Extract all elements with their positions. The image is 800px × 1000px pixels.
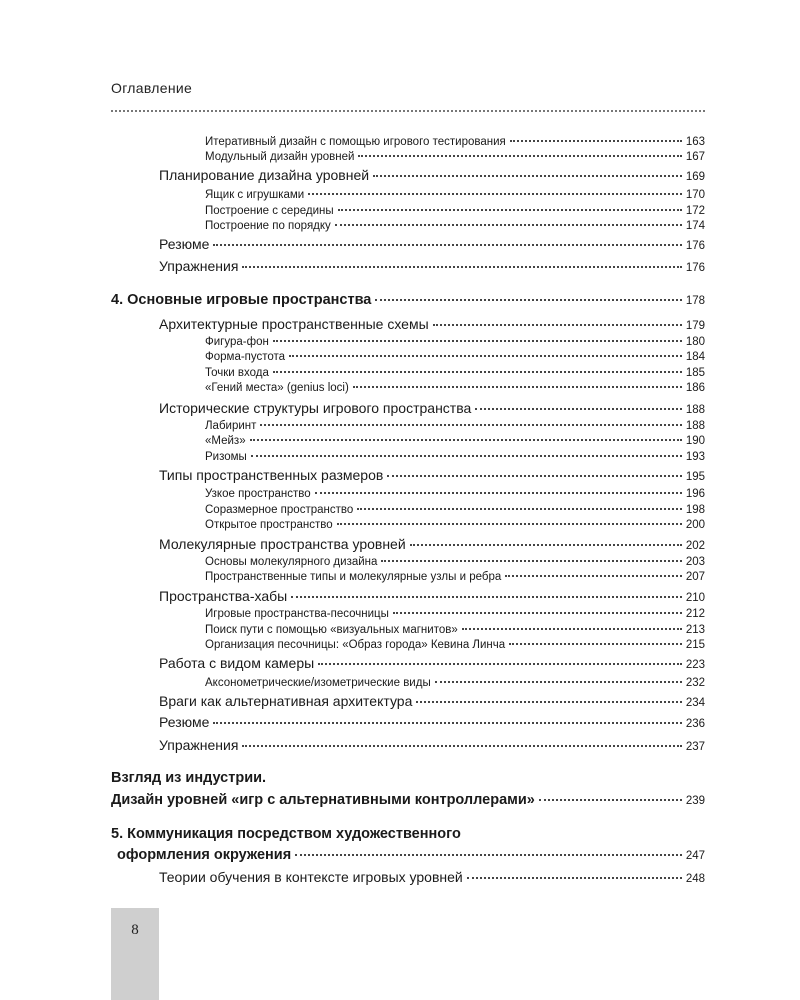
toc-entry-title: Построение по порядку (205, 220, 331, 232)
dot-leader (435, 681, 682, 683)
page-number: 8 (131, 922, 139, 938)
toc-entry[interactable] (205, 367, 705, 379)
dot-leader (291, 596, 682, 598)
toc-entry-title: Аксонометрические/изометрические виды (205, 677, 431, 689)
dot-leader (242, 745, 681, 747)
toc-entry-title: 4. Основные игровые пространства (111, 292, 372, 308)
toc-entry[interactable] (205, 571, 705, 583)
dot-leader (338, 209, 682, 211)
toc-entry[interactable] (205, 351, 705, 363)
toc-entry-page: 172 (685, 205, 705, 217)
toc-entry[interactable] (159, 869, 705, 885)
dot-leader (337, 523, 682, 525)
toc-entry-title: Точки входа (205, 367, 269, 379)
toc-entry-title: «Гений места» (genius loci) (205, 382, 349, 394)
toc-entry[interactable] (159, 714, 705, 730)
toc-entry-title: Ящик с игрушками (205, 189, 305, 201)
toc-chapter-entry[interactable] (111, 792, 705, 808)
toc-entry-title: Соразмерное пространство (205, 504, 354, 516)
dot-leader (475, 408, 682, 410)
toc-entry-page: 237 (685, 741, 705, 753)
toc-entry-page: 234 (685, 697, 705, 709)
toc-entry[interactable] (205, 151, 705, 163)
toc-entry[interactable] (159, 588, 705, 604)
toc-entry-page: 180 (685, 336, 705, 348)
dot-leader (315, 492, 682, 494)
toc-entry-page: 213 (685, 624, 705, 636)
toc-entry-title: Пространства-хабы (159, 588, 288, 604)
toc-chapter-entry[interactable] (111, 292, 705, 308)
toc-entry-title: «Мейз» (205, 435, 246, 447)
toc-entry-page: 203 (685, 556, 705, 568)
toc-entry-title: Модульный дизайн уровней (205, 151, 355, 163)
toc-entry[interactable] (205, 205, 705, 217)
toc-entry[interactable] (205, 639, 705, 651)
toc-entry-page: 200 (685, 519, 705, 531)
dot-leader (273, 340, 682, 342)
dot-leader (539, 799, 682, 801)
toc-entry-page: 176 (685, 262, 705, 274)
dot-leader (289, 355, 682, 357)
dot-leader (381, 560, 681, 562)
toc-entry-title: Пространственные типы и молекулярные узлы и ребра (205, 571, 502, 583)
toc-entry[interactable] (159, 536, 705, 552)
toc-entry-title: оформления окружения (117, 847, 292, 863)
page-number-tab (111, 908, 159, 1000)
toc-entry-title: Ризомы (205, 451, 247, 463)
toc-entry-page: 247 (685, 850, 705, 862)
toc-entry-title: Архитектурные пространственные схемы (159, 316, 429, 332)
toc-entry-title: Работа с видом камеры (159, 655, 315, 671)
toc-entry[interactable] (159, 655, 705, 671)
toc-entry[interactable] (159, 400, 705, 416)
toc-entry-page: 236 (685, 718, 705, 730)
dot-leader (387, 475, 682, 477)
running-header: Оглавление (111, 80, 193, 96)
dot-leader (510, 140, 682, 142)
toc-entry-page: 178 (685, 295, 705, 307)
dot-leader (357, 508, 682, 510)
dot-leader (358, 155, 681, 157)
dot-leader (318, 663, 682, 665)
toc-entry-page: 210 (685, 592, 705, 604)
toc-entry-page: 223 (685, 659, 705, 671)
dot-leader (251, 455, 682, 457)
toc-entry[interactable] (159, 693, 705, 709)
toc-entry[interactable] (205, 189, 705, 201)
toc-entry-page: 212 (685, 608, 705, 620)
toc-entry-title: Открытое пространство (205, 519, 333, 531)
toc-entry-page: 167 (685, 151, 705, 163)
toc-entry-title: Форма-пустота (205, 351, 286, 363)
toc-entry-title: Исторические структуры игрового пространства (159, 400, 472, 416)
toc-entry-title: Враги как альтернативная архитектура (159, 693, 413, 709)
toc-entry-title: Упражнения (159, 258, 239, 274)
toc-entry-page: 188 (685, 420, 705, 432)
toc-entry-title: Поиск пути с помощью «визуальных магнитов» (205, 624, 458, 636)
dot-leader (505, 575, 682, 577)
toc-entry[interactable] (205, 451, 705, 463)
toc-entry-title: Дизайн уровней «игр с альтернативными контроллерами» (111, 792, 535, 808)
toc-entry[interactable] (159, 316, 705, 332)
dot-leader (416, 701, 681, 703)
toc-entry-page: 207 (685, 571, 705, 583)
toc-entry[interactable] (159, 236, 705, 252)
dot-leader (410, 544, 682, 546)
dot-leader (353, 386, 682, 388)
toc-entry-title: Резюме (159, 714, 210, 730)
toc-entry-page: 170 (685, 189, 705, 201)
toc-entry-title: Упражнения (159, 737, 239, 753)
toc-entry-title: Основы молекулярного дизайна (205, 556, 378, 568)
toc-entry[interactable] (159, 737, 705, 753)
dot-leader (393, 612, 682, 614)
toc-entry-page: 239 (685, 795, 705, 807)
toc-entry-title: Организация песочницы: «Образ города» Кевина Линча (205, 639, 506, 651)
toc-entry-title: Планирование дизайна уровней (159, 167, 370, 183)
toc-entry-title: Фигура-фон (205, 336, 269, 348)
dot-leader (308, 193, 682, 195)
toc-entry-page: 193 (685, 451, 705, 463)
toc-entry-page: 176 (685, 240, 705, 252)
toc-entry[interactable] (205, 624, 705, 636)
toc-entry-page: 202 (685, 540, 705, 552)
toc-entry-title: Узкое пространство (205, 488, 311, 500)
dot-leader (260, 424, 681, 426)
toc-entry[interactable] (205, 420, 705, 432)
toc-entry-title: Игровые пространства-песочницы (205, 608, 389, 620)
toc-entry-page: 186 (685, 382, 705, 394)
dot-leader (250, 439, 682, 441)
toc-entry[interactable] (205, 608, 705, 620)
toc-entry-page: 169 (685, 171, 705, 183)
toc-entry-page: 248 (685, 873, 705, 885)
toc-entry[interactable] (205, 336, 705, 348)
dot-leader (509, 643, 682, 645)
toc-chapter-entry[interactable] (117, 847, 705, 863)
toc-entry-title: Итеративный дизайн с помощью игрового тестирования (205, 136, 506, 148)
toc-entry[interactable] (205, 677, 705, 689)
toc-entry-title: Построение с середины (205, 205, 334, 217)
toc-entry-page: 215 (685, 639, 705, 651)
toc-entry[interactable] (205, 519, 705, 531)
toc-entry-title: Молекулярные пространства уровней (159, 536, 406, 552)
toc-entry-title: Лабиринт (205, 420, 257, 432)
toc-entry-page: 190 (685, 435, 705, 447)
toc-entry[interactable] (205, 504, 705, 516)
dot-leader (467, 877, 682, 879)
toc-entry-page: 188 (685, 404, 705, 416)
dot-leader (213, 244, 681, 246)
toc-entry-page: 163 (685, 136, 705, 148)
toc-entry-page: 179 (685, 320, 705, 332)
toc-entry[interactable] (205, 556, 705, 568)
toc-entry[interactable] (159, 467, 705, 483)
dot-leader (295, 854, 682, 856)
toc-entry-page: 184 (685, 351, 705, 363)
dot-leader (213, 722, 681, 724)
industry-view-title: Взгляд из индустрии. (111, 770, 267, 786)
toc-entry[interactable] (159, 258, 705, 274)
dot-leader (335, 224, 682, 226)
toc-entry[interactable] (205, 382, 705, 394)
dot-leader (273, 371, 682, 373)
toc-entry[interactable] (205, 435, 705, 447)
dot-leader (375, 299, 681, 301)
toc-entry-title: Теории обучения в контексте игровых уровней (159, 869, 463, 885)
toc-entry-page: 232 (685, 677, 705, 689)
toc-entry-title: Резюме (159, 236, 210, 252)
toc-entry-page: 198 (685, 504, 705, 516)
toc-entry-page: 174 (685, 220, 705, 232)
chapter-5-title: 5. Коммуникация посредством художественного (111, 826, 461, 842)
dot-leader (433, 324, 682, 326)
toc-entry-page: 185 (685, 367, 705, 379)
toc-entry[interactable] (205, 136, 705, 148)
toc-entry-page: 195 (685, 471, 705, 483)
dot-leader (462, 628, 682, 630)
dot-leader (242, 266, 681, 268)
toc-entry[interactable] (159, 167, 705, 183)
toc-entry[interactable] (205, 488, 705, 500)
toc-entry-page: 196 (685, 488, 705, 500)
toc-entry-title: Типы пространственных размеров (159, 467, 384, 483)
dot-leader (373, 175, 682, 177)
toc-entry[interactable] (205, 220, 705, 232)
